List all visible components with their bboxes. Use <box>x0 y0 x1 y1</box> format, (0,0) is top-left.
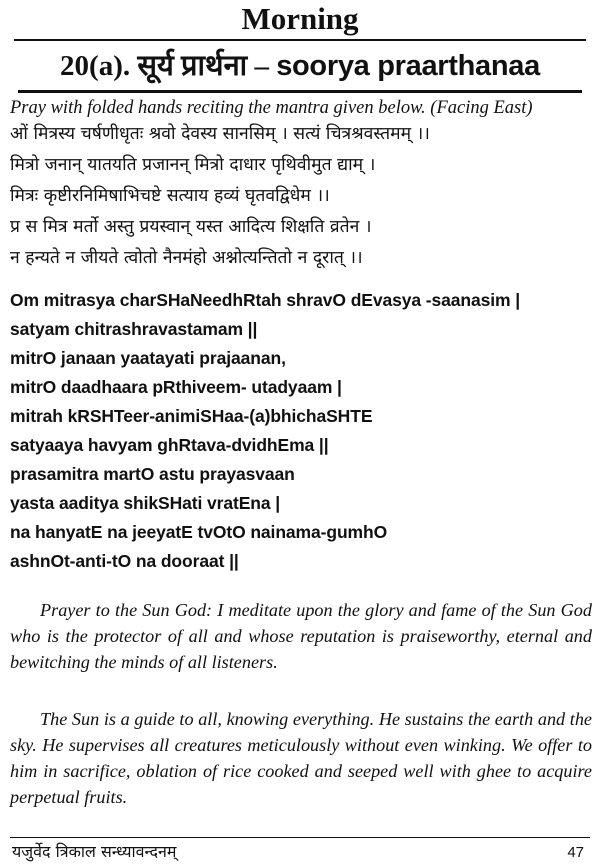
devanagari-line: मित्रो जनान् यातयति प्रजानन् मित्रो दाधार पृथिवीमुत द्याम् । <box>10 155 376 175</box>
transliteration-line: mitrah kRSHTeer-animiSHaa-(a)bhichaSHTE <box>10 406 373 426</box>
section-sanskrit-title: सूर्य प्रार्थना <box>137 50 248 82</box>
section-title <box>0 46 600 86</box>
instruction-text: Pray with folded hands reciting the mantra given below. (Facing East) <box>10 98 533 118</box>
transliteration-line: prasamitra martO astu prayasvaan <box>10 464 295 484</box>
section-latin-title: soorya praarthanaa <box>276 50 540 82</box>
translation-paragraph: The Sun is a guide to all, knowing everything. He sustains the earth and the sky. He supervises all creatures meticulously without even winking. We offer to him in sacrifice, oblation of rice cooked and seeped well with ghee to acquire perpetual fruits. <box>10 709 592 807</box>
devanagari-line: न हन्यते न जीयते त्वोतो नैनमंहो अश्नोत्यन्तितो न दूरात् ।। <box>10 248 363 268</box>
transliteration-line: ashnOt-anti-tO na dooraat || <box>10 551 239 571</box>
page-header-title: Morning <box>241 1 359 36</box>
transliteration-line: yasta aaditya shikSHati vratEna | <box>10 493 281 513</box>
section-number: 20(a). <box>60 50 131 82</box>
transliteration-line: Om mitrasya charSHaNeedhRtah shravO dEvasya -saanasim | <box>10 290 521 310</box>
devanagari-line: प्र स मित्र मर्तो अस्तु प्रयस्वान् यस्त आदित्य शिक्षति व्रतेन । <box>10 217 372 237</box>
footer-rule <box>10 837 590 838</box>
transliteration-line: mitrO janaan yaatayati prajaanan, <box>10 348 286 368</box>
title-rule <box>18 90 582 93</box>
section-separator: – <box>254 50 269 82</box>
transliteration-line: satyaaya havyam ghRtava-dvidhEma || <box>10 435 329 455</box>
devanagari-line: मित्रः कृष्टीरनिमिषाभिचष्टे सत्याय हव्यं घृतवद्विधेम ।। <box>10 186 330 206</box>
translation-paragraph: Prayer to the Sun God: I meditate upon the glory and fame of the Sun God who is the protector of all and whose reputation is praiseworthy, eternal and bewitching the minds of all listeners. <box>10 600 592 672</box>
transliteration-line: mitrO daadhaara pRthiveem- utadyaam | <box>10 377 342 397</box>
header-rule <box>14 39 586 41</box>
transliteration-line: satyam chitrashravastamam || <box>10 319 258 339</box>
devanagari-line: ओं मित्रस्य चर्षणीधृतः श्रवो देवस्य सानसिम् । सत्यं चित्रश्रवस्तमम् ।। <box>10 124 430 144</box>
page-number: 47 <box>567 844 584 861</box>
transliteration-line: na hanyatE na jeeyatE tvOtO nainama-gumhO <box>10 522 388 542</box>
footer-book-title: यजुर्वेद त्रिकाल सन्ध्यावन्दनम् <box>12 842 177 861</box>
